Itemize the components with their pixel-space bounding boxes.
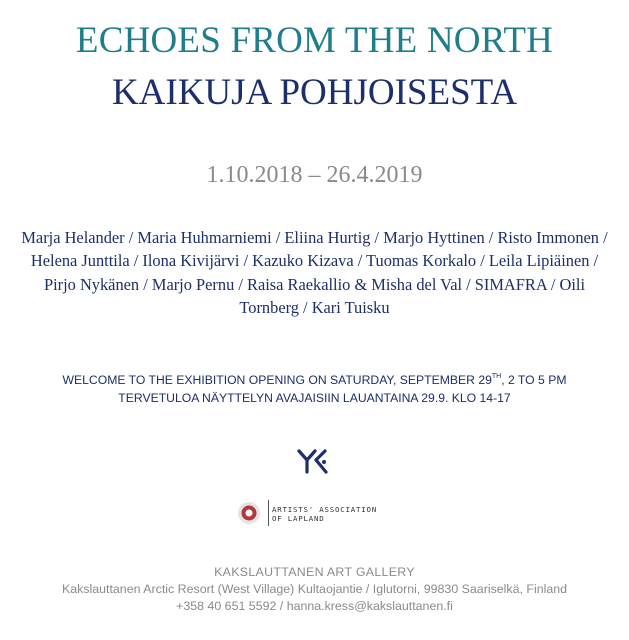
gallery-address: Kakslauttanen Arctic Resort (West Village) Kultaojantie / Iglutorni, 99830 Saariselkä, Finland: [61, 582, 568, 596]
association-name-line1: ARTISTS' ASSOCIATION: [272, 505, 377, 514]
gallery-footer: [0, 564, 629, 615]
opening-line-english-start: WELCOME TO THE EXHIBITION OPENING ON SATURDAY, SEPTEMBER 29: [62, 373, 492, 387]
opening-invitation: [0, 371, 629, 407]
ordinal-suffix: TH: [491, 372, 502, 380]
gallery-name: KAKSLAUTTANEN ART GALLERY: [214, 565, 415, 579]
title-finnish: KAIKUJA POHJOISESTA: [111, 72, 518, 113]
logo-divider: [268, 500, 269, 526]
association-name-line2: OF LAPLAND: [272, 514, 325, 523]
kakslauttanen-k-icon: [296, 447, 332, 475]
exhibition-dates: 1.10.2018 – 26.4.2019: [206, 162, 423, 188]
artists-association-logo: [237, 500, 397, 526]
artist-list: Marja Helander / Maria Huhmarniemi / Eliina Hurtig / Marjo Hyttinen / Risto Immonen / Helena Junttila / Ilona Kivijärvi / Kazuko Kizava / Tuomas Korkalo / Leila Lipiäinen / Pirjo Nykänen / Marjo Pernu / Raisa Raekallio & Misha del Val / SIMAFRA / Oili Tornberg / Kari Tuisku: [21, 228, 608, 317]
opening-line-english: [0, 371, 629, 389]
gallery-contact: +358 40 651 5592 / hanna.kress@kakslauttanen.fi: [176, 599, 453, 613]
artists-association-target-icon: [237, 501, 261, 525]
opening-line-english-end: , 2 TO 5 PM: [501, 373, 567, 387]
opening-line-finnish: TERVETULOA NÄYTTELYN AVAJAISIIN LAUANTAINA 29.9. KLO 14-17: [118, 391, 511, 405]
title-english: ECHOES FROM THE NORTH: [75, 20, 554, 61]
